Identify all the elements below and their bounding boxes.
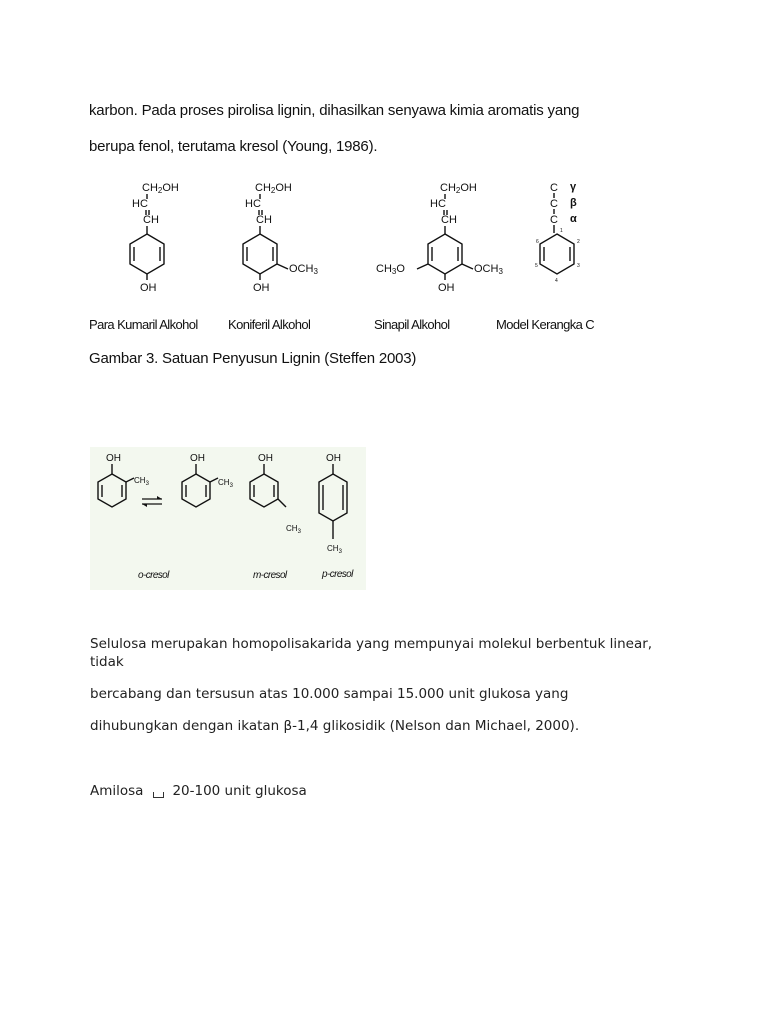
svg-text:3: 3	[577, 263, 580, 269]
svg-text:HC: HC	[245, 198, 261, 210]
label-para-kumaril-alkohol: Para Kumaril Alkohol	[89, 317, 198, 332]
svg-text:5: 5	[535, 263, 538, 269]
svg-text:OH: OH	[326, 453, 341, 464]
scan-text-line-1: karbon. Pada proses pirolisa lignin, dihasilkan senyawa kimia aromatis yang	[89, 102, 580, 119]
svg-text:CH3: $CH_3$	[134, 476, 149, 487]
svg-text:OH: OH	[258, 453, 273, 464]
svg-text:C: C	[550, 182, 558, 194]
svg-text:1: 1	[560, 228, 563, 234]
label-koniferil-alkohol: Koniferil Alkohol	[228, 317, 311, 332]
hc-label: HC	[132, 198, 148, 210]
m-cresol-structure	[250, 453, 302, 535]
svg-text:6: 6	[536, 239, 539, 245]
cresol-figure-box	[90, 447, 366, 590]
label-model-kerangka-c: Model Kerangka C	[496, 317, 595, 332]
paragraph-1b: tidak	[90, 654, 124, 670]
amilosa-value: 20-100 unit glukosa	[172, 783, 307, 799]
ch2oh-label: CH2OH	[142, 182, 179, 195]
koniferil-alkohol-structure	[243, 182, 318, 294]
svg-text:CH3: $CH_3$	[218, 478, 233, 489]
scan-text-line-2: berupa fenol, terutama kresol (Young, 1986).	[89, 138, 378, 155]
para-kumaril-alkohol-structure	[130, 182, 179, 294]
svg-text:HC: HC	[430, 198, 446, 210]
alpha-label: α	[570, 213, 577, 225]
svg-text:CH: CH	[441, 214, 457, 226]
svg-text:CH: CH	[256, 214, 272, 226]
paragraph-3: dihubungkan dengan ikatan β-1,4 glikosidik (Nelson dan Michael, 2000).	[90, 718, 580, 734]
ch-label: CH	[143, 214, 159, 226]
lignin-structures-figure	[80, 170, 640, 370]
label-o-cresol: o-cresol	[138, 570, 169, 581]
sinapil-alkohol-structure	[376, 182, 503, 294]
svg-text:CH3: $CH_3$	[327, 544, 342, 555]
svg-text:4: 4	[555, 278, 558, 284]
amilosa-line	[90, 783, 307, 799]
svg-text:CH2OH: CH2OH	[255, 182, 292, 195]
figure-caption: Gambar 3. Satuan Penyusun Lignin (Steffen 2003)	[89, 350, 417, 367]
paragraph-1a: Selulosa merupakan homopolisakarida yang mempunyai molekul berbentuk linear,	[90, 636, 653, 652]
o-cresol-structure	[98, 453, 150, 507]
svg-text:2: 2	[577, 239, 580, 245]
svg-text:C: C	[550, 214, 558, 226]
paragraph-2: bercabang dan tersusun atas 10.000 sampai 15.000 unit glukosa yang	[90, 686, 569, 702]
oh-label: OH	[140, 282, 157, 294]
svg-text:OH: OH	[253, 282, 270, 294]
equilibrium-arrows	[142, 496, 162, 507]
amilosa-label: Amilosa	[90, 783, 144, 799]
label-sinapil-alkohol: Sinapil Alkohol	[374, 317, 450, 332]
placeholder-symbol-icon	[153, 792, 164, 798]
beta-label: β	[570, 197, 577, 209]
svg-text:OH: OH	[106, 453, 121, 464]
svg-text:C: C	[550, 198, 558, 210]
svg-text:OH: OH	[438, 282, 455, 294]
label-p-cresol: p-cresol	[322, 569, 353, 580]
label-m-cresol: m-cresol	[253, 570, 287, 581]
svg-text:CH3O: CH3O	[376, 263, 405, 276]
svg-text:OH: OH	[190, 453, 205, 464]
o-cresol-structure-2	[182, 453, 234, 507]
svg-text:OCH3: OCH3	[289, 263, 318, 276]
p-cresol-structure	[319, 453, 347, 555]
gamma-label: γ	[570, 181, 577, 193]
svg-text:CH2OH: CH2OH	[440, 182, 477, 195]
svg-text:OCH3: OCH3	[474, 263, 503, 276]
model-kerangka-c-structure	[535, 181, 580, 284]
svg-text:CH3: $CH_3$	[286, 524, 301, 535]
